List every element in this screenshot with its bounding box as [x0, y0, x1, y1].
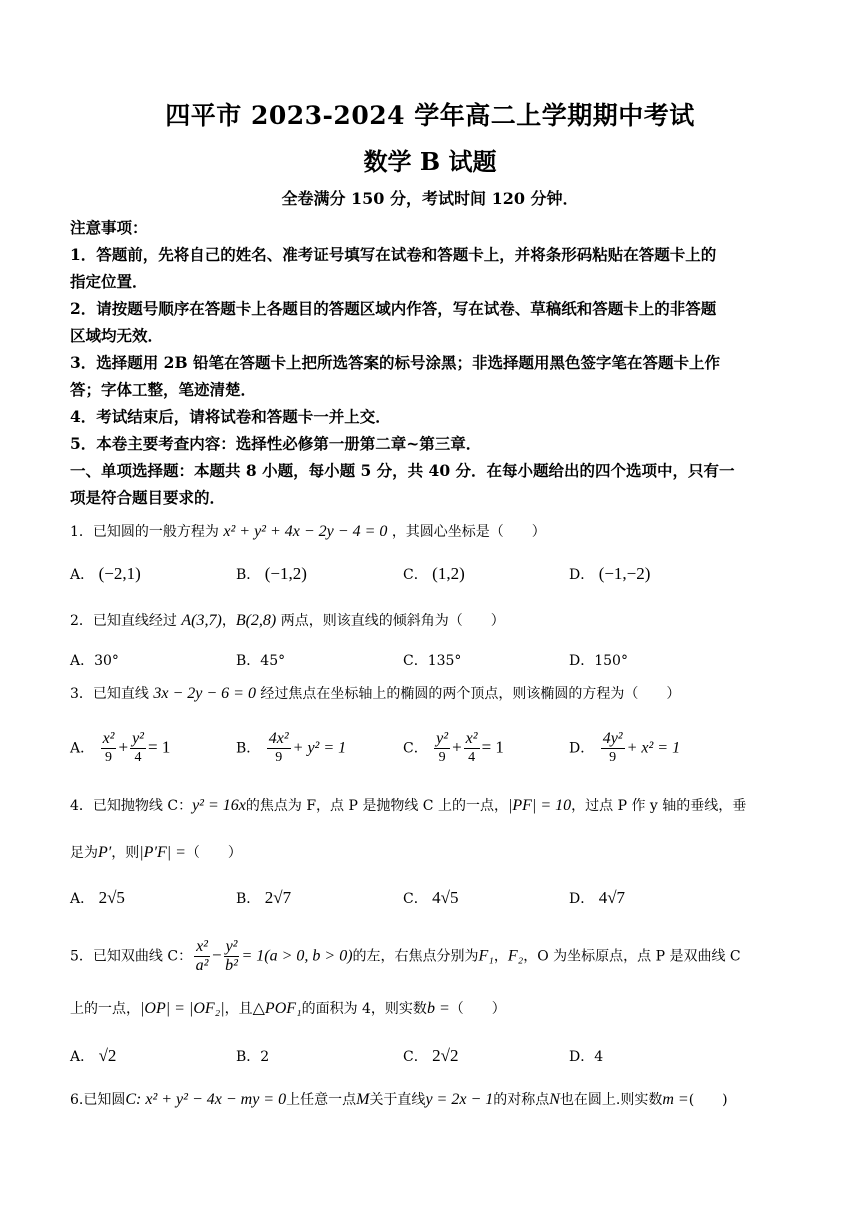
question-3 — [70, 683, 800, 703]
question-text: 经过焦点在坐标轴上的椭圆的两个顶点，则该椭圆的方程为（ ） — [260, 686, 681, 702]
option-a: A． (−2,1) — [70, 564, 141, 583]
section-heading-line1: 一、单项选择题：本题共 8 小题，每小题 5 分，共 40 分．在每小题给出的四个选项中，只有一 — [70, 461, 735, 480]
notes-heading: 注意事项： — [70, 218, 148, 237]
option-c: C． $\frac{\text{y²}}{9}$ + $\frac{\text{x²}}{4}$ = 1 — [403, 730, 504, 765]
question-4-line1: 4．已知抛物线 C：y² = 16x的焦点为 F，点 P 是抛物线 C 上的一点，|PF| = 10，过点 P 作 y 轴的垂线，垂 — [70, 797, 747, 814]
question-text: 2．已知直线经过 — [70, 613, 177, 629]
option-d: D．4 — [569, 1049, 604, 1065]
option-c: C． (1,2) — [403, 564, 465, 583]
question-text: 两点，则该直线的倾斜角为（ ） — [280, 613, 505, 629]
option-b: B．45° — [236, 653, 286, 669]
question-6: 6.已知圆C: x² + y² − 4x − my = 0上任意一点M关于直线y = 2x − 1的对称点N也在圆上.则实数m =( ) — [70, 1091, 728, 1108]
question-2: 2．已知直线经过 A(3,7)，B(2,8) 两点，则该直线的倾斜角为（ ） — [70, 612, 505, 629]
option-c: C． 4√5 — [403, 888, 459, 907]
note-line: 区域均无效． — [70, 326, 164, 345]
exam-title: 四平市 2023-2024 学年高二上学期期中考试 — [165, 101, 695, 130]
math-formula: 3x − 2y − 6 = 0 — [153, 685, 256, 702]
math-formula: A(3,7) — [181, 612, 222, 629]
question-1 — [70, 521, 800, 541]
note-line: 指定位置． — [70, 272, 148, 291]
math-formula: B(2,8) — [235, 612, 277, 629]
note-line: 2．请按题号顺序在答题卡上各题目的答题区域内作答，写在试卷、草稿纸和答题卡上的非答题 — [70, 299, 717, 318]
note-line: 1．答题前，先将自己的姓名、准考证号填写在试卷和答题卡上，并将条形码粘贴在答题卡上的 — [70, 245, 717, 264]
option-a: A． √2 — [70, 1046, 117, 1065]
note-line: 5．本卷主要考查内容：选择性必修第一册第二章~第三章． — [70, 434, 482, 453]
option-a: A． 2√5 — [70, 888, 125, 907]
option-c: C． 2√2 — [403, 1046, 459, 1065]
question-4-line2: 足为P′，则|P′F| =（ ） — [70, 844, 242, 861]
question-text: 1．已知圆的一般方程为 — [70, 524, 219, 540]
option-b: B． (−1,2) — [236, 564, 307, 583]
section-heading-line2: 项是符合题目要求的． — [70, 488, 226, 507]
note-line: 答；字体工整，笔迹清楚． — [70, 380, 257, 399]
option-d: D． 4√7 — [569, 888, 626, 907]
option-c: C．135° — [403, 653, 462, 669]
note-line: 4．考试结束后，请将试卷和答题卡一并上交． — [70, 407, 391, 426]
question-5-line1: 5．已知双曲线 C： $\frac{\text{x²}}{\text{a²}}$ − $\frac{\text{y²}}{\text{b²}}$ = 1(a > 0, b > 0)的左，右焦点分别为F₁，F₂，O 为坐标原点，点 P 是双曲线 C — [70, 938, 741, 974]
math-formula: x² + y² + 4x − 2y − 4 = 0 — [223, 523, 388, 540]
exam-subtitle: 数学 B 试题 — [363, 147, 497, 176]
option-a: A．30° — [70, 653, 119, 669]
option-d: D． (−1,−2) — [569, 564, 651, 583]
option-a: A． $\frac{\text{x²}}{9}$ + $\frac{\text{y²}}{4}$ = 1 — [70, 730, 171, 765]
note-line: 3．选择题用 2B 铅笔在答题卡上把所选答案的标号涂黑；非选择题用黑色签字笔在答题卡上作 — [70, 353, 720, 372]
question-text: ，其圆心坐标是（ ） — [391, 524, 546, 540]
option-d: D． $\frac{\text{4y²}}{9}$ + x² = 1 — [569, 730, 681, 765]
question-5-line2: 上的一点，|OP| = |OF₂|，且△POF₁的面积为 4，则实数b =（ ） — [70, 1000, 506, 1017]
option-d: D．150° — [569, 653, 628, 669]
option-b: B． $\frac{\text{4x²}}{9}$ + y² = 1 — [236, 730, 347, 765]
option-b: B． 2√7 — [236, 888, 292, 907]
option-b: B．2 — [236, 1049, 270, 1065]
exam-info: 全卷满分 150 分，考试时间 120 分钟． — [281, 189, 579, 208]
question-text: 3．已知直线 — [70, 686, 149, 702]
